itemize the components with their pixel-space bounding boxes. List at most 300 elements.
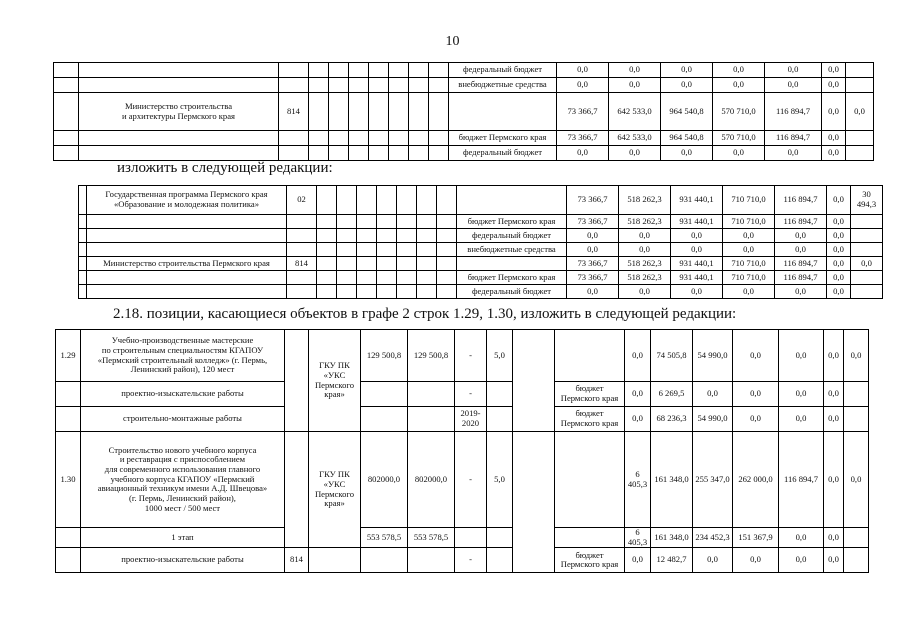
table-row xyxy=(79,243,883,257)
table-cell: 0,0 xyxy=(779,407,824,432)
table-cell xyxy=(369,63,389,78)
table-cell: 0,0 xyxy=(827,257,851,271)
table-cell xyxy=(369,131,389,146)
table-row xyxy=(54,63,874,78)
table-cell xyxy=(369,78,389,93)
table-cell: 0,0 xyxy=(824,528,844,548)
table-cell: 0,0 xyxy=(557,78,609,93)
table-cell xyxy=(349,63,369,78)
table-cell: 0,0 xyxy=(827,285,851,299)
table-cell xyxy=(457,186,567,215)
page-number: 10 xyxy=(445,34,460,49)
table-cell: 0,0 xyxy=(567,229,619,243)
table-cell xyxy=(437,243,457,257)
table-cell: 0,0 xyxy=(733,407,779,432)
table-cell xyxy=(437,257,457,271)
table-cell: 0,0 xyxy=(661,78,713,93)
table-cell: 0,0 xyxy=(765,78,822,93)
table-cell: 0,0 xyxy=(693,382,733,407)
table-cell xyxy=(337,285,357,299)
table-cell: 814 xyxy=(279,93,309,131)
table-cell: 0,0 xyxy=(822,78,846,93)
table-cell: 814 xyxy=(285,548,309,573)
table-cell xyxy=(287,271,317,285)
table-cell xyxy=(555,330,625,382)
table-cell: 151 367,9 xyxy=(733,528,779,548)
table-cell xyxy=(389,78,409,93)
table-cell: 0,0 xyxy=(713,63,765,78)
table-cell: 814 xyxy=(287,257,317,271)
objects-table xyxy=(55,329,869,573)
table-cell: - xyxy=(455,548,487,573)
table-cell: Строительство нового учебного корпуса и реставрация с приспособлением для современного использования главного учебного корпуса КГАПОУ «Пермский авиационный техникум имени А.Д. Швецова» (г. Пермь, Ленинский район), 1000 мест / 500 мест xyxy=(81,432,285,528)
table-row xyxy=(56,382,869,407)
table-cell: 0,0 xyxy=(567,243,619,257)
table-cell xyxy=(846,146,874,161)
table-cell xyxy=(397,215,417,229)
table-cell xyxy=(437,229,457,243)
table-cell: 710 710,0 xyxy=(723,186,775,215)
table-cell: 0,0 xyxy=(844,330,869,382)
table-cell xyxy=(409,78,429,93)
table-cell xyxy=(377,215,397,229)
table-cell xyxy=(397,229,417,243)
table-cell: 0,0 xyxy=(619,229,671,243)
table-cell xyxy=(337,271,357,285)
table-cell: 255 347,0 xyxy=(693,432,733,528)
table-cell xyxy=(337,229,357,243)
table-cell xyxy=(844,407,869,432)
table-cell xyxy=(851,229,883,243)
table-cell: 0,0 xyxy=(609,63,661,78)
table-cell xyxy=(349,131,369,146)
table-cell xyxy=(79,131,279,146)
table-cell xyxy=(408,548,455,573)
table-cell xyxy=(851,243,883,257)
table-cell xyxy=(279,63,309,78)
table-cell: 518 262,3 xyxy=(619,186,671,215)
table-cell: 0,0 xyxy=(557,63,609,78)
table-cell xyxy=(417,271,437,285)
table-cell: Министерство строительства и архитектуры Пермского края xyxy=(79,93,279,131)
table-cell: 2019- 2020 xyxy=(455,407,487,432)
table-cell: бюджет Пермского края xyxy=(457,215,567,229)
table-cell xyxy=(357,229,377,243)
table-cell xyxy=(309,93,329,131)
table-cell xyxy=(369,93,389,131)
table-cell xyxy=(87,285,287,299)
table-cell: 0,0 xyxy=(557,146,609,161)
table-cell xyxy=(87,215,287,229)
table-cell: 0,0 xyxy=(824,382,844,407)
table-cell xyxy=(409,63,429,78)
table-cell xyxy=(56,548,81,573)
table-cell: 73 366,7 xyxy=(567,271,619,285)
table-cell: 931 440,1 xyxy=(671,215,723,229)
table-cell: 553 578,5 xyxy=(361,528,408,548)
table-cell: 6 269,5 xyxy=(651,382,693,407)
table-cell: 0,0 xyxy=(713,146,765,161)
table-cell: 5,0 xyxy=(487,330,513,382)
table-cell xyxy=(337,186,357,215)
table-cell: 0,0 xyxy=(625,382,651,407)
table-cell: 0,0 xyxy=(827,215,851,229)
table-cell xyxy=(487,548,513,573)
table-cell xyxy=(317,271,337,285)
table-cell xyxy=(337,257,357,271)
table-row xyxy=(79,257,883,271)
table-cell: бюджет Пермского края xyxy=(555,407,625,432)
table-cell: 0,0 xyxy=(733,330,779,382)
table-cell: 0,0 xyxy=(765,146,822,161)
table-cell xyxy=(361,548,408,573)
table-cell xyxy=(56,528,81,548)
table-cell: 710 710,0 xyxy=(723,271,775,285)
table-cell: 161 348,0 xyxy=(651,528,693,548)
table-cell xyxy=(329,63,349,78)
table-cell xyxy=(349,78,369,93)
table-cell: 0,0 xyxy=(822,63,846,78)
table-cell: 116 894,7 xyxy=(775,215,827,229)
table-cell: 68 236,3 xyxy=(651,407,693,432)
table-cell: строительно-монтажные работы xyxy=(81,407,285,432)
table-cell: 6 405,3 xyxy=(625,432,651,528)
table-cell xyxy=(409,146,429,161)
table-cell xyxy=(79,257,87,271)
table-cell xyxy=(79,271,87,285)
table-cell xyxy=(377,243,397,257)
table-row xyxy=(56,432,869,528)
table-cell: 0,0 xyxy=(625,548,651,573)
table-cell: 0,0 xyxy=(824,548,844,573)
table-cell xyxy=(397,257,417,271)
table-cell xyxy=(357,285,377,299)
table-row xyxy=(56,330,869,382)
table-cell xyxy=(87,243,287,257)
table-cell xyxy=(79,229,87,243)
table-cell xyxy=(87,271,287,285)
table-row xyxy=(54,131,874,146)
table-cell: 642 533,0 xyxy=(609,131,661,146)
table-cell: бюджет Пермского края xyxy=(457,271,567,285)
table-cell: 116 894,7 xyxy=(765,131,822,146)
table-cell xyxy=(287,243,317,257)
table-cell xyxy=(429,93,449,131)
table-cell: проектно-изыскательские работы xyxy=(81,382,285,407)
table-cell xyxy=(337,215,357,229)
table-cell: 931 440,1 xyxy=(671,186,723,215)
table-cell xyxy=(357,186,377,215)
table-cell xyxy=(287,285,317,299)
table-cell xyxy=(429,63,449,78)
table-cell xyxy=(79,285,87,299)
table-cell: 0,0 xyxy=(693,548,733,573)
table-cell: 0,0 xyxy=(619,285,671,299)
table-cell: 0,0 xyxy=(765,63,822,78)
table-cell xyxy=(377,285,397,299)
table-cell: 802000,0 xyxy=(361,432,408,528)
table-cell xyxy=(79,243,87,257)
table-cell: 0,0 xyxy=(822,93,846,131)
table-cell xyxy=(437,271,457,285)
table-cell: 518 262,3 xyxy=(619,271,671,285)
table-cell xyxy=(361,382,408,407)
table-cell xyxy=(79,146,279,161)
continued-budget-table xyxy=(53,62,874,161)
table-cell xyxy=(361,407,408,432)
table-cell: 0,0 xyxy=(779,528,824,548)
table-cell: 0,0 xyxy=(822,146,846,161)
table-cell: 0,0 xyxy=(775,243,827,257)
table-cell xyxy=(329,78,349,93)
table-cell: 0,0 xyxy=(671,229,723,243)
table-cell xyxy=(417,243,437,257)
table-cell: 0,0 xyxy=(609,146,661,161)
table-cell xyxy=(397,271,417,285)
table-cell: 802000,0 xyxy=(408,432,455,528)
table-cell xyxy=(429,78,449,93)
table-cell xyxy=(279,146,309,161)
table-cell xyxy=(437,186,457,215)
table-cell: 0,0 xyxy=(625,330,651,382)
table-cell: федеральный бюджет xyxy=(457,285,567,299)
table-cell: 129 500,8 xyxy=(361,330,408,382)
table-cell: ГКУ ПК «УКС Пермского края» xyxy=(309,330,361,432)
table-cell xyxy=(56,382,81,407)
table-cell: 0,0 xyxy=(625,407,651,432)
table-cell: федеральный бюджет xyxy=(457,229,567,243)
table-cell: 0,0 xyxy=(619,243,671,257)
table-row xyxy=(54,93,874,131)
table-cell: федеральный бюджет xyxy=(449,146,557,161)
table-row xyxy=(79,229,883,243)
table-cell: 73 366,7 xyxy=(557,93,609,131)
section-heading-new-edition: изложить в следующей редакции: xyxy=(117,160,333,176)
table-cell xyxy=(54,78,79,93)
table-cell: 5,0 xyxy=(487,432,513,528)
table-cell: 0,0 xyxy=(661,146,713,161)
table-cell: 1.30 xyxy=(56,432,81,528)
table-row xyxy=(56,407,869,432)
table-cell: 964 540,8 xyxy=(661,93,713,131)
table-cell xyxy=(851,215,883,229)
table-cell: 54 990,0 xyxy=(693,407,733,432)
table-cell xyxy=(369,146,389,161)
table-cell xyxy=(846,63,874,78)
table-cell: 129 500,8 xyxy=(408,330,455,382)
table-cell xyxy=(317,229,337,243)
table-cell: бюджет Пермского края xyxy=(449,131,557,146)
table-cell xyxy=(309,63,329,78)
table-cell xyxy=(487,528,513,548)
table-cell xyxy=(377,229,397,243)
table-cell xyxy=(309,78,329,93)
table-cell xyxy=(437,285,457,299)
table-cell xyxy=(317,215,337,229)
table-cell xyxy=(287,229,317,243)
table-cell: ГКУ ПК «УКС Пермского края» xyxy=(309,432,361,548)
table-cell: Министерство строительства Пермского края xyxy=(87,257,287,271)
table-cell xyxy=(417,257,437,271)
table-row xyxy=(56,528,869,548)
table-cell: - xyxy=(455,432,487,528)
table-cell xyxy=(317,243,337,257)
table-cell: 0,0 xyxy=(827,186,851,215)
table-cell: 262 000,0 xyxy=(733,432,779,528)
table-cell: 931 440,1 xyxy=(671,271,723,285)
table-cell xyxy=(377,257,397,271)
table-cell xyxy=(844,382,869,407)
table-cell xyxy=(487,407,513,432)
table-cell: проектно-изыскательские работы xyxy=(81,548,285,573)
table-cell xyxy=(377,271,397,285)
table-cell xyxy=(449,93,557,131)
table-cell xyxy=(417,229,437,243)
table-cell: 570 710,0 xyxy=(713,93,765,131)
table-cell xyxy=(79,215,87,229)
table-cell xyxy=(317,285,337,299)
table-cell xyxy=(389,131,409,146)
table-cell xyxy=(513,330,555,432)
table-cell xyxy=(389,146,409,161)
table-cell: Государственная программа Пермского края «Образование и молодежная политика» xyxy=(87,186,287,215)
table-cell: - xyxy=(455,330,487,382)
table-cell: 0,0 xyxy=(723,229,775,243)
table-cell xyxy=(79,63,279,78)
table-row xyxy=(79,271,883,285)
table-cell xyxy=(337,243,357,257)
table-cell: 73 366,7 xyxy=(567,257,619,271)
table-cell: 234 452,3 xyxy=(693,528,733,548)
table-cell: 116 894,7 xyxy=(775,257,827,271)
table-cell xyxy=(513,432,555,573)
table-cell xyxy=(357,243,377,257)
table-cell xyxy=(555,528,625,548)
table-cell: 931 440,1 xyxy=(671,257,723,271)
table-cell: 12 482,7 xyxy=(651,548,693,573)
table-cell: 518 262,3 xyxy=(619,257,671,271)
table-cell xyxy=(329,131,349,146)
table-cell: 0,0 xyxy=(844,432,869,528)
table-cell: 161 348,0 xyxy=(651,432,693,528)
table-cell: 1 этап xyxy=(81,528,285,548)
table-cell: 0,0 xyxy=(827,229,851,243)
table-row xyxy=(79,285,883,299)
table-cell xyxy=(457,257,567,271)
section-heading-2-18: 2.18. позиции, касающиеся объектов в графе 2 строк 1.29, 1.30, изложить в следующей редакции: xyxy=(113,306,737,322)
table-cell xyxy=(357,215,377,229)
table-cell: 73 366,7 xyxy=(557,131,609,146)
table-cell: внебюджетные средства xyxy=(449,78,557,93)
table-cell: 0,0 xyxy=(827,243,851,257)
table-cell xyxy=(437,215,457,229)
table-cell xyxy=(54,146,79,161)
table-row xyxy=(54,78,874,93)
table-cell: 02 xyxy=(287,186,317,215)
table-cell xyxy=(851,271,883,285)
table-cell xyxy=(851,285,883,299)
table-cell: 0,0 xyxy=(671,285,723,299)
table-cell xyxy=(317,186,337,215)
table-cell xyxy=(408,407,455,432)
table-cell: 0,0 xyxy=(824,407,844,432)
table-cell: бюджет Пермского края xyxy=(555,548,625,573)
table-cell xyxy=(56,407,81,432)
table-cell: 518 262,3 xyxy=(619,215,671,229)
table-cell: 0,0 xyxy=(723,243,775,257)
table-cell xyxy=(54,63,79,78)
table-cell: 0,0 xyxy=(824,432,844,528)
table-cell xyxy=(844,548,869,573)
table-cell: федеральный бюджет xyxy=(449,63,557,78)
table-cell: 0,0 xyxy=(733,382,779,407)
table-cell: 710 710,0 xyxy=(723,215,775,229)
table-cell xyxy=(389,63,409,78)
table-cell xyxy=(309,548,361,573)
table-cell: 0,0 xyxy=(733,548,779,573)
table-cell xyxy=(87,229,287,243)
table-cell xyxy=(487,382,513,407)
table-cell xyxy=(329,93,349,131)
table-cell xyxy=(357,271,377,285)
table-cell xyxy=(54,131,79,146)
table-cell xyxy=(409,93,429,131)
table-cell xyxy=(417,285,437,299)
table-cell xyxy=(397,285,417,299)
table-cell: 0,0 xyxy=(775,285,827,299)
table-cell: - xyxy=(455,382,487,407)
table-cell: 642 533,0 xyxy=(609,93,661,131)
table-cell: 116 894,7 xyxy=(779,432,824,528)
table-cell: Учебно-производственные мастерские по строительным специальностям КГАПОУ «Пермский строительный колледж» (г. Пермь, Ленинский район), 120 мест xyxy=(81,330,285,382)
table-cell xyxy=(455,528,487,548)
table-cell: 0,0 xyxy=(671,243,723,257)
table-cell: 0,0 xyxy=(851,257,883,271)
table-cell xyxy=(429,146,449,161)
table-cell xyxy=(417,186,437,215)
table-cell xyxy=(54,93,79,131)
table-cell: 710 710,0 xyxy=(723,257,775,271)
table-cell: 0,0 xyxy=(723,285,775,299)
table-cell: 54 990,0 xyxy=(693,330,733,382)
table-cell xyxy=(357,257,377,271)
table-cell xyxy=(555,432,625,528)
table-cell xyxy=(285,330,309,432)
table-cell: 30 494,3 xyxy=(851,186,883,215)
table-cell: 0,0 xyxy=(827,271,851,285)
program-budget-table xyxy=(78,185,883,299)
table-cell xyxy=(408,382,455,407)
table-cell: 553 578,5 xyxy=(408,528,455,548)
table-cell: 0,0 xyxy=(713,78,765,93)
table-cell: 116 894,7 xyxy=(775,186,827,215)
table-row xyxy=(79,186,883,215)
table-cell xyxy=(287,215,317,229)
table-cell xyxy=(389,93,409,131)
table-cell xyxy=(79,186,87,215)
table-cell xyxy=(844,528,869,548)
table-cell: 73 366,7 xyxy=(567,186,619,215)
table-cell: бюджет Пермского края xyxy=(555,382,625,407)
table-cell xyxy=(349,93,369,131)
table-cell xyxy=(417,215,437,229)
table-cell xyxy=(309,131,329,146)
table-row xyxy=(79,215,883,229)
table-cell xyxy=(279,131,309,146)
table-cell xyxy=(79,78,279,93)
table-cell: 6 405,3 xyxy=(625,528,651,548)
table-cell: 116 894,7 xyxy=(765,93,822,131)
